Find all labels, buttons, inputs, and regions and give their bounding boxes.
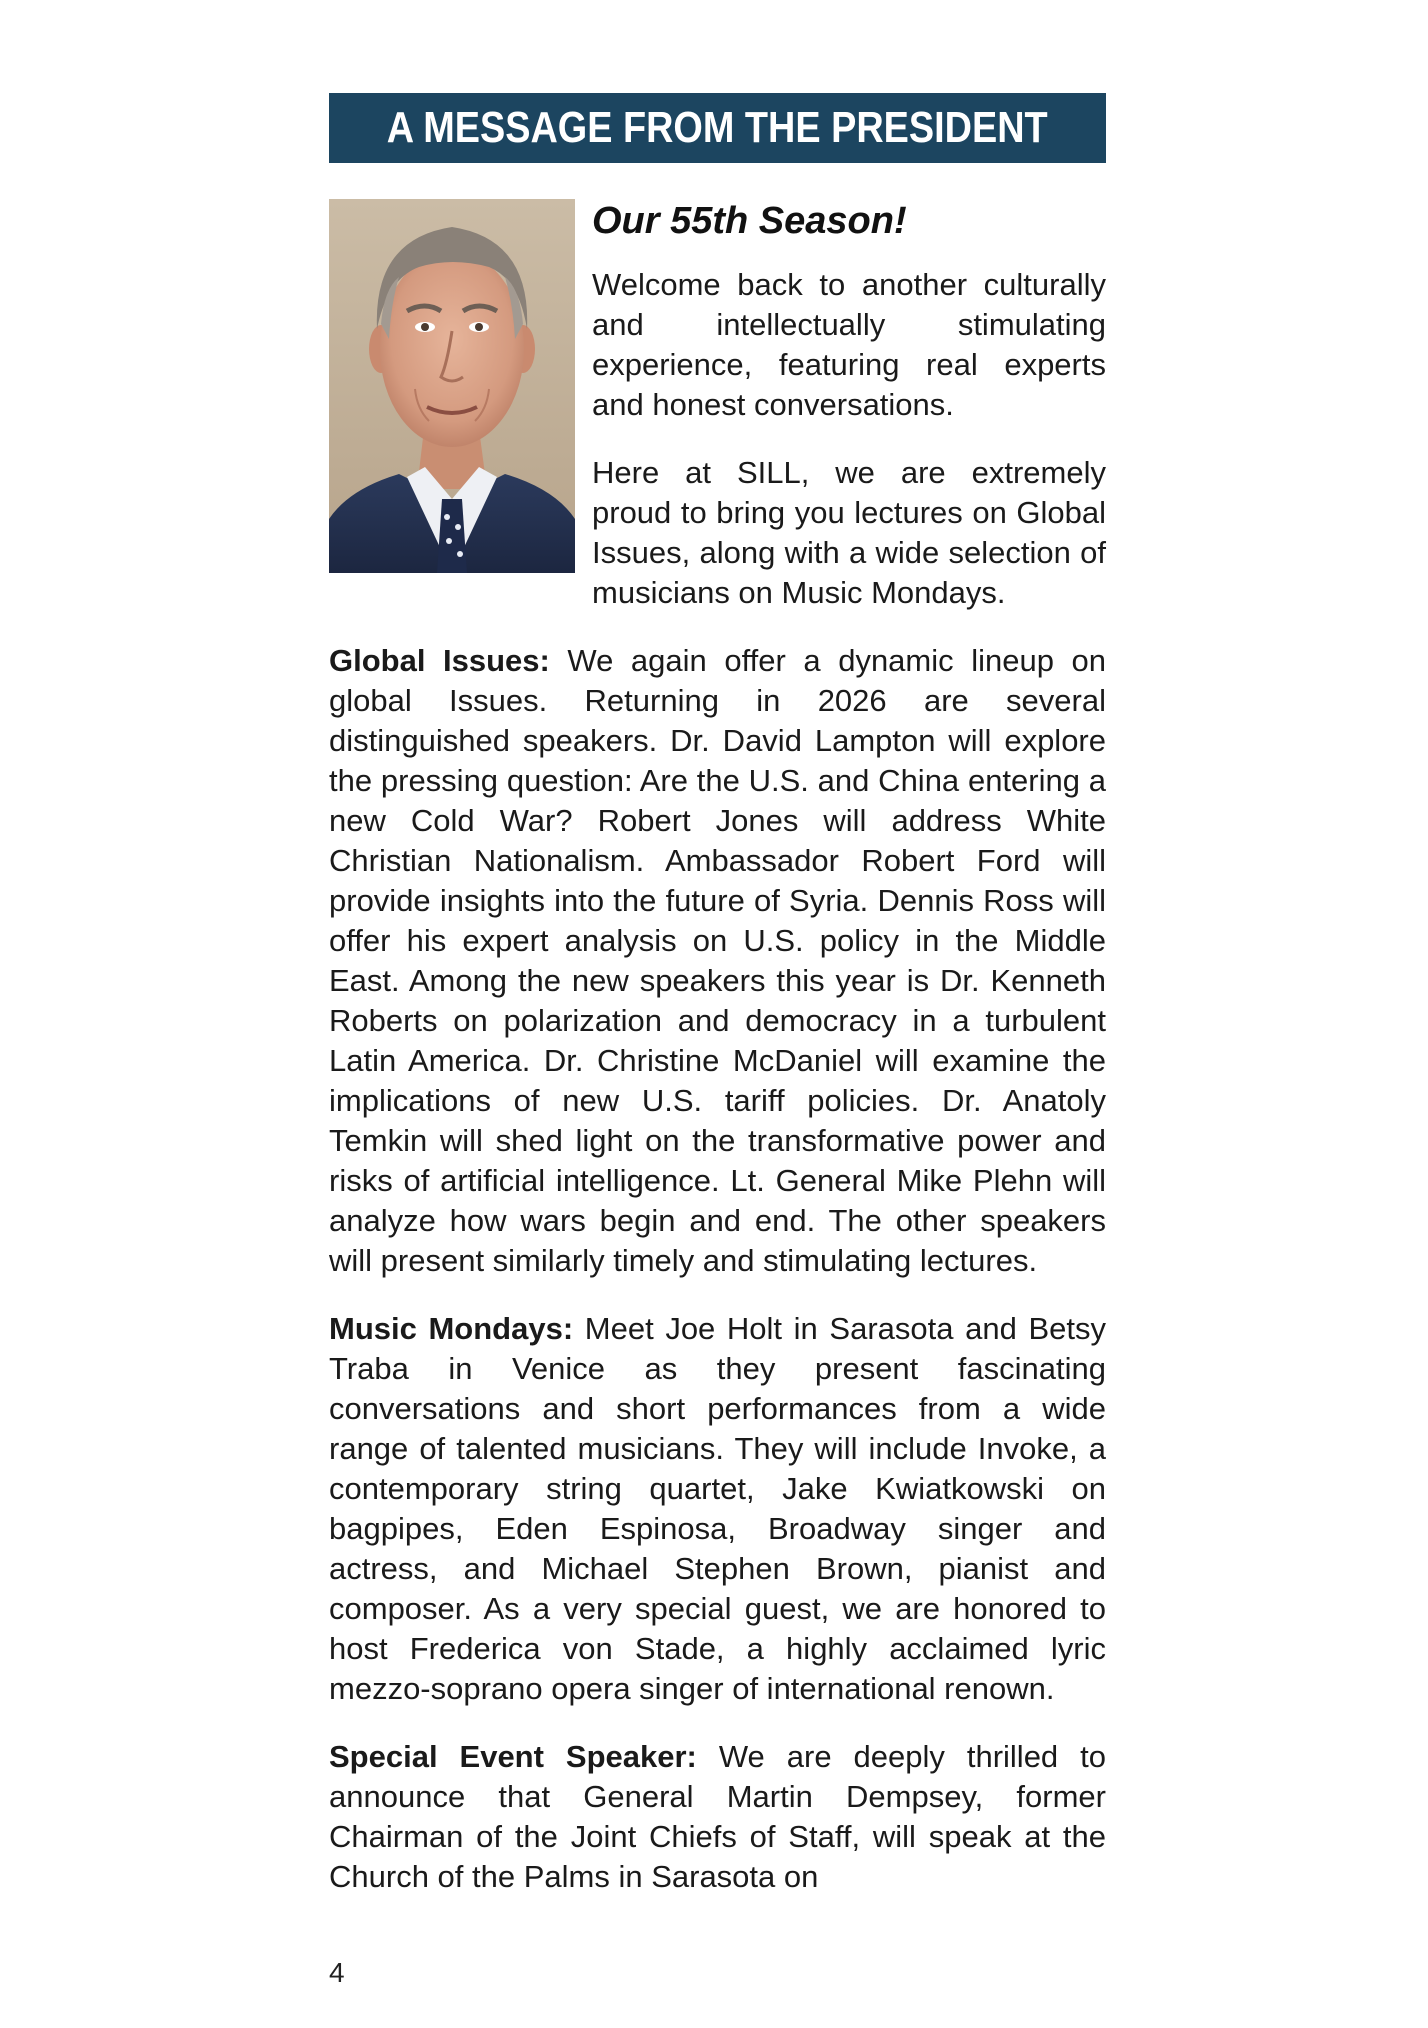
- global-issues-text: We again offer a dynamic lineup on global Issues. Returning in 2026 are several distinguished speakers. Dr. David Lampton will explore the pressing question: Are the U.S. and China entering a new Cold War? Robert Jones will address White Christian Nationalism. Ambassador Robert Ford will provide insights into the future of Syria. Dennis Ross will offer his expert analysis on U.S. policy in the Middle East. Among the new speakers this year is Dr. Kenneth Roberts on polarization and democracy in a turbulent Latin America. Dr. Christine McDaniel will examine the implications of new U.S. tariff policies. Dr. Anatoly Temkin will shed light on the transformative power and risks of artificial intelligence. Lt. General Mike Plehn will analyze how wars begin and end. The other speakers will present similarly timely and stimulating lectures.: [329, 643, 1106, 1278]
- music-mondays-paragraph: [329, 1309, 1106, 1709]
- page-number: 4: [329, 1957, 345, 1988]
- special-event-paragraph: [329, 1737, 1106, 1897]
- page-banner: [329, 93, 1106, 163]
- special-event-label: Special Event Speaker:: [329, 1739, 697, 1774]
- special-event-text: We are deeply thrilled to announce that General Martin Dempsey, former Chairman of the Joint Chiefs of Staff, will speak at the Church of the Palms in Sarasota on: [329, 1739, 1106, 1894]
- message-subhead: Our 55th Season!: [592, 200, 907, 242]
- president-message: [329, 199, 1106, 1897]
- intro-paragraph-2: Here at SILL, we are extremely proud to bring you lectures on Global Issues, along with a wide selection of musicians on Music Mondays.: [592, 455, 1106, 610]
- music-mondays-text: Meet Joe Holt in Sarasota and Betsy Traba in Venice as they present fascinating conversations and short performances from a wide range of talented musicians. They will include Invoke, a contemporary string quartet, Jake Kwiatkowski on bagpipes, Eden Espinosa, Broadway singer and actress, and Michael Stephen Brown, pianist and composer. As a very special guest, we are honored to host Frederica von Stade, a highly acclaimed lyric mezzo-soprano opera singer of international renown.: [329, 1311, 1106, 1706]
- global-issues-label: Global Issues:: [329, 643, 550, 678]
- banner-title: A MESSAGE FROM THE PRESIDENT: [387, 103, 1048, 152]
- document-page: [329, 93, 1106, 1925]
- music-mondays-label: Music Mondays:: [329, 1311, 574, 1346]
- global-issues-paragraph: [329, 641, 1106, 1281]
- president-photo: [329, 199, 575, 573]
- intro-paragraph-1: Welcome back to another culturally and intellectually stimulating experience, featuring real experts and honest conversations.: [592, 267, 1106, 422]
